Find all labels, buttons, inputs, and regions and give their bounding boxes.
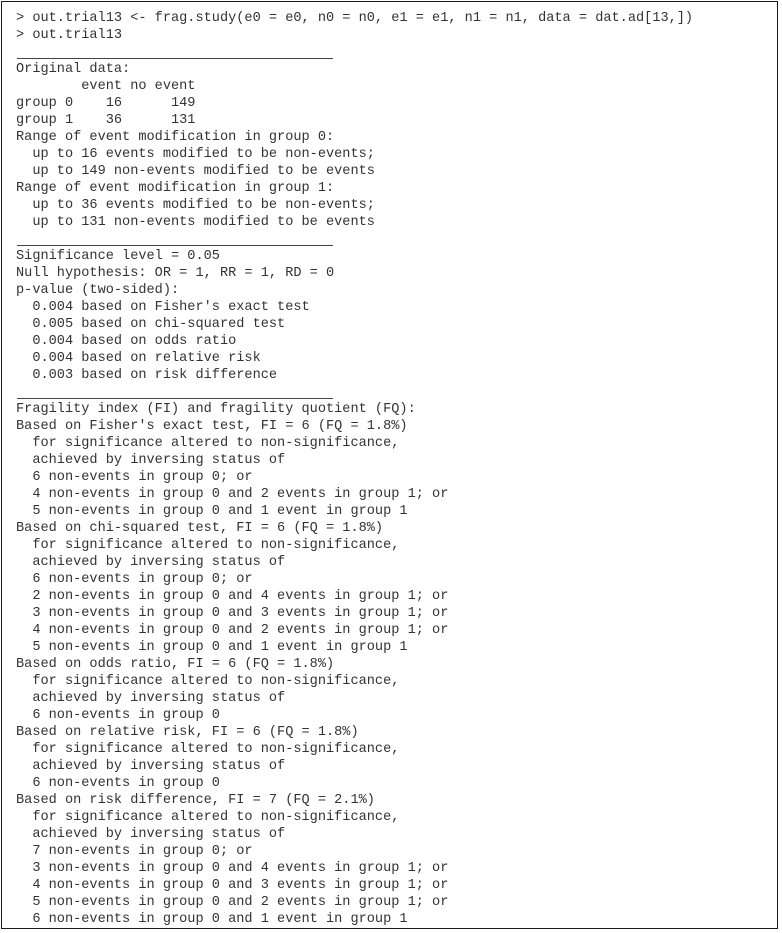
console-output-line: for significance altered to non-significance, [16,436,400,451]
console-output-line: group 0 16 149 [16,96,196,111]
console-output-line: 0.005 based on chi-squared test [16,317,286,332]
console-output-line: achieved by inversing status of [16,759,286,774]
console-output-line: 6 non-events in group 0 [16,708,220,723]
console-output-line: Based on relative risk, FI = 6 (FQ = 1.8%) [16,725,359,740]
console-output-line: Based on odds ratio, FI = 6 (FQ = 1.8%) [16,657,335,672]
console-output-line: 6 non-events in group 0 [16,776,220,791]
console-output-line: 4 non-events in group 0 and 3 events in group 1; or [16,878,449,893]
console-output-line: 4 non-events in group 0 and 2 events in group 1; or [16,487,449,502]
section-divider [16,44,773,61]
console-output-line: 6 non-events in group 0; or [16,470,253,485]
console-output-line: Original data: [16,62,131,77]
console-output-line: Significance level = 0.05 [16,249,220,264]
console-output-line: p-value (two-sided): [16,283,180,298]
console-output-line: 5 non-events in group 0 and 2 events in group 1; or [16,895,449,910]
console-output-line: 0.003 based on risk difference [16,368,278,383]
section-divider [16,384,773,401]
console-output-line: 4 non-events in group 0 and 2 events in group 1; or [16,623,449,638]
console-output-line: 0.004 based on relative risk [16,351,261,366]
console-output-line: 2 non-events in group 0 and 4 events in group 1; or [16,589,449,604]
console-output-line: for significance altered to non-significance, [16,810,400,825]
console-command-line: > out.trial13 <- frag.study(e0 = e0, n0 = n0, e1 = e1, n1 = n1, data = dat.ad[13,]) [16,11,694,26]
console-output-line: 0.004 based on odds ratio [16,334,237,349]
console-output-line: up to 36 events modified to be non-events; [16,198,375,213]
console-output-line: event no event [16,79,196,94]
console-output-line: group 1 36 131 [16,113,196,128]
console-output-line: Based on chi-squared test, FI = 6 (FQ = 1.8%) [16,521,384,536]
console-output-line: achieved by inversing status of [16,555,286,570]
console-output-line: 6 non-events in group 0; or [16,572,253,587]
console-output-line: achieved by inversing status of [16,691,286,706]
console-lines [16,10,773,928]
console-output-line: for significance altered to non-significance, [16,538,400,553]
console-output-line: Based on Fisher's exact test, FI = 6 (FQ = 1.8%) [16,419,408,434]
console-output-line: 0.004 based on Fisher's exact test [16,300,310,315]
console-output-line: achieved by inversing status of [16,453,286,468]
console-output-line: 3 non-events in group 0 and 3 events in group 1; or [16,606,449,621]
console-output-line: Null hypothesis: OR = 1, RR = 1, RD = 0 [16,266,335,281]
console-output-line: Fragility index (FI) and fragility quotient (FQ): [16,402,416,417]
console-output-line: 5 non-events in group 0 and 1 event in group 1 [16,640,408,655]
console-output-line: Based on risk difference, FI = 7 (FQ = 2.1%) [16,793,375,808]
console-output-line: 7 non-events in group 0; or [16,844,253,859]
console-output-line: Range of event modification in group 1: [16,181,335,196]
console-output-line: achieved by inversing status of [16,827,286,842]
console-output-line: 6 non-events in group 0 and 1 event in group 1 [16,912,408,927]
console-output-line: for significance altered to non-significance, [16,742,400,757]
console-output-line: Range of event modification in group 0: [16,130,335,145]
console-output-line: 5 non-events in group 0 and 1 event in group 1 [16,504,408,519]
console-output-line: up to 131 non-events modified to be events [16,215,375,230]
console-output-line: up to 149 non-events modified to be events [16,164,375,179]
console-command-line: > out.trial13 [16,28,123,43]
console-output-line: for significance altered to non-significance, [16,674,400,689]
section-divider [16,231,773,248]
r-console-output [1,1,778,929]
console-output-line: up to 16 events modified to be non-events; [16,147,375,162]
console-output-line: 3 non-events in group 0 and 4 events in group 1; or [16,861,449,876]
